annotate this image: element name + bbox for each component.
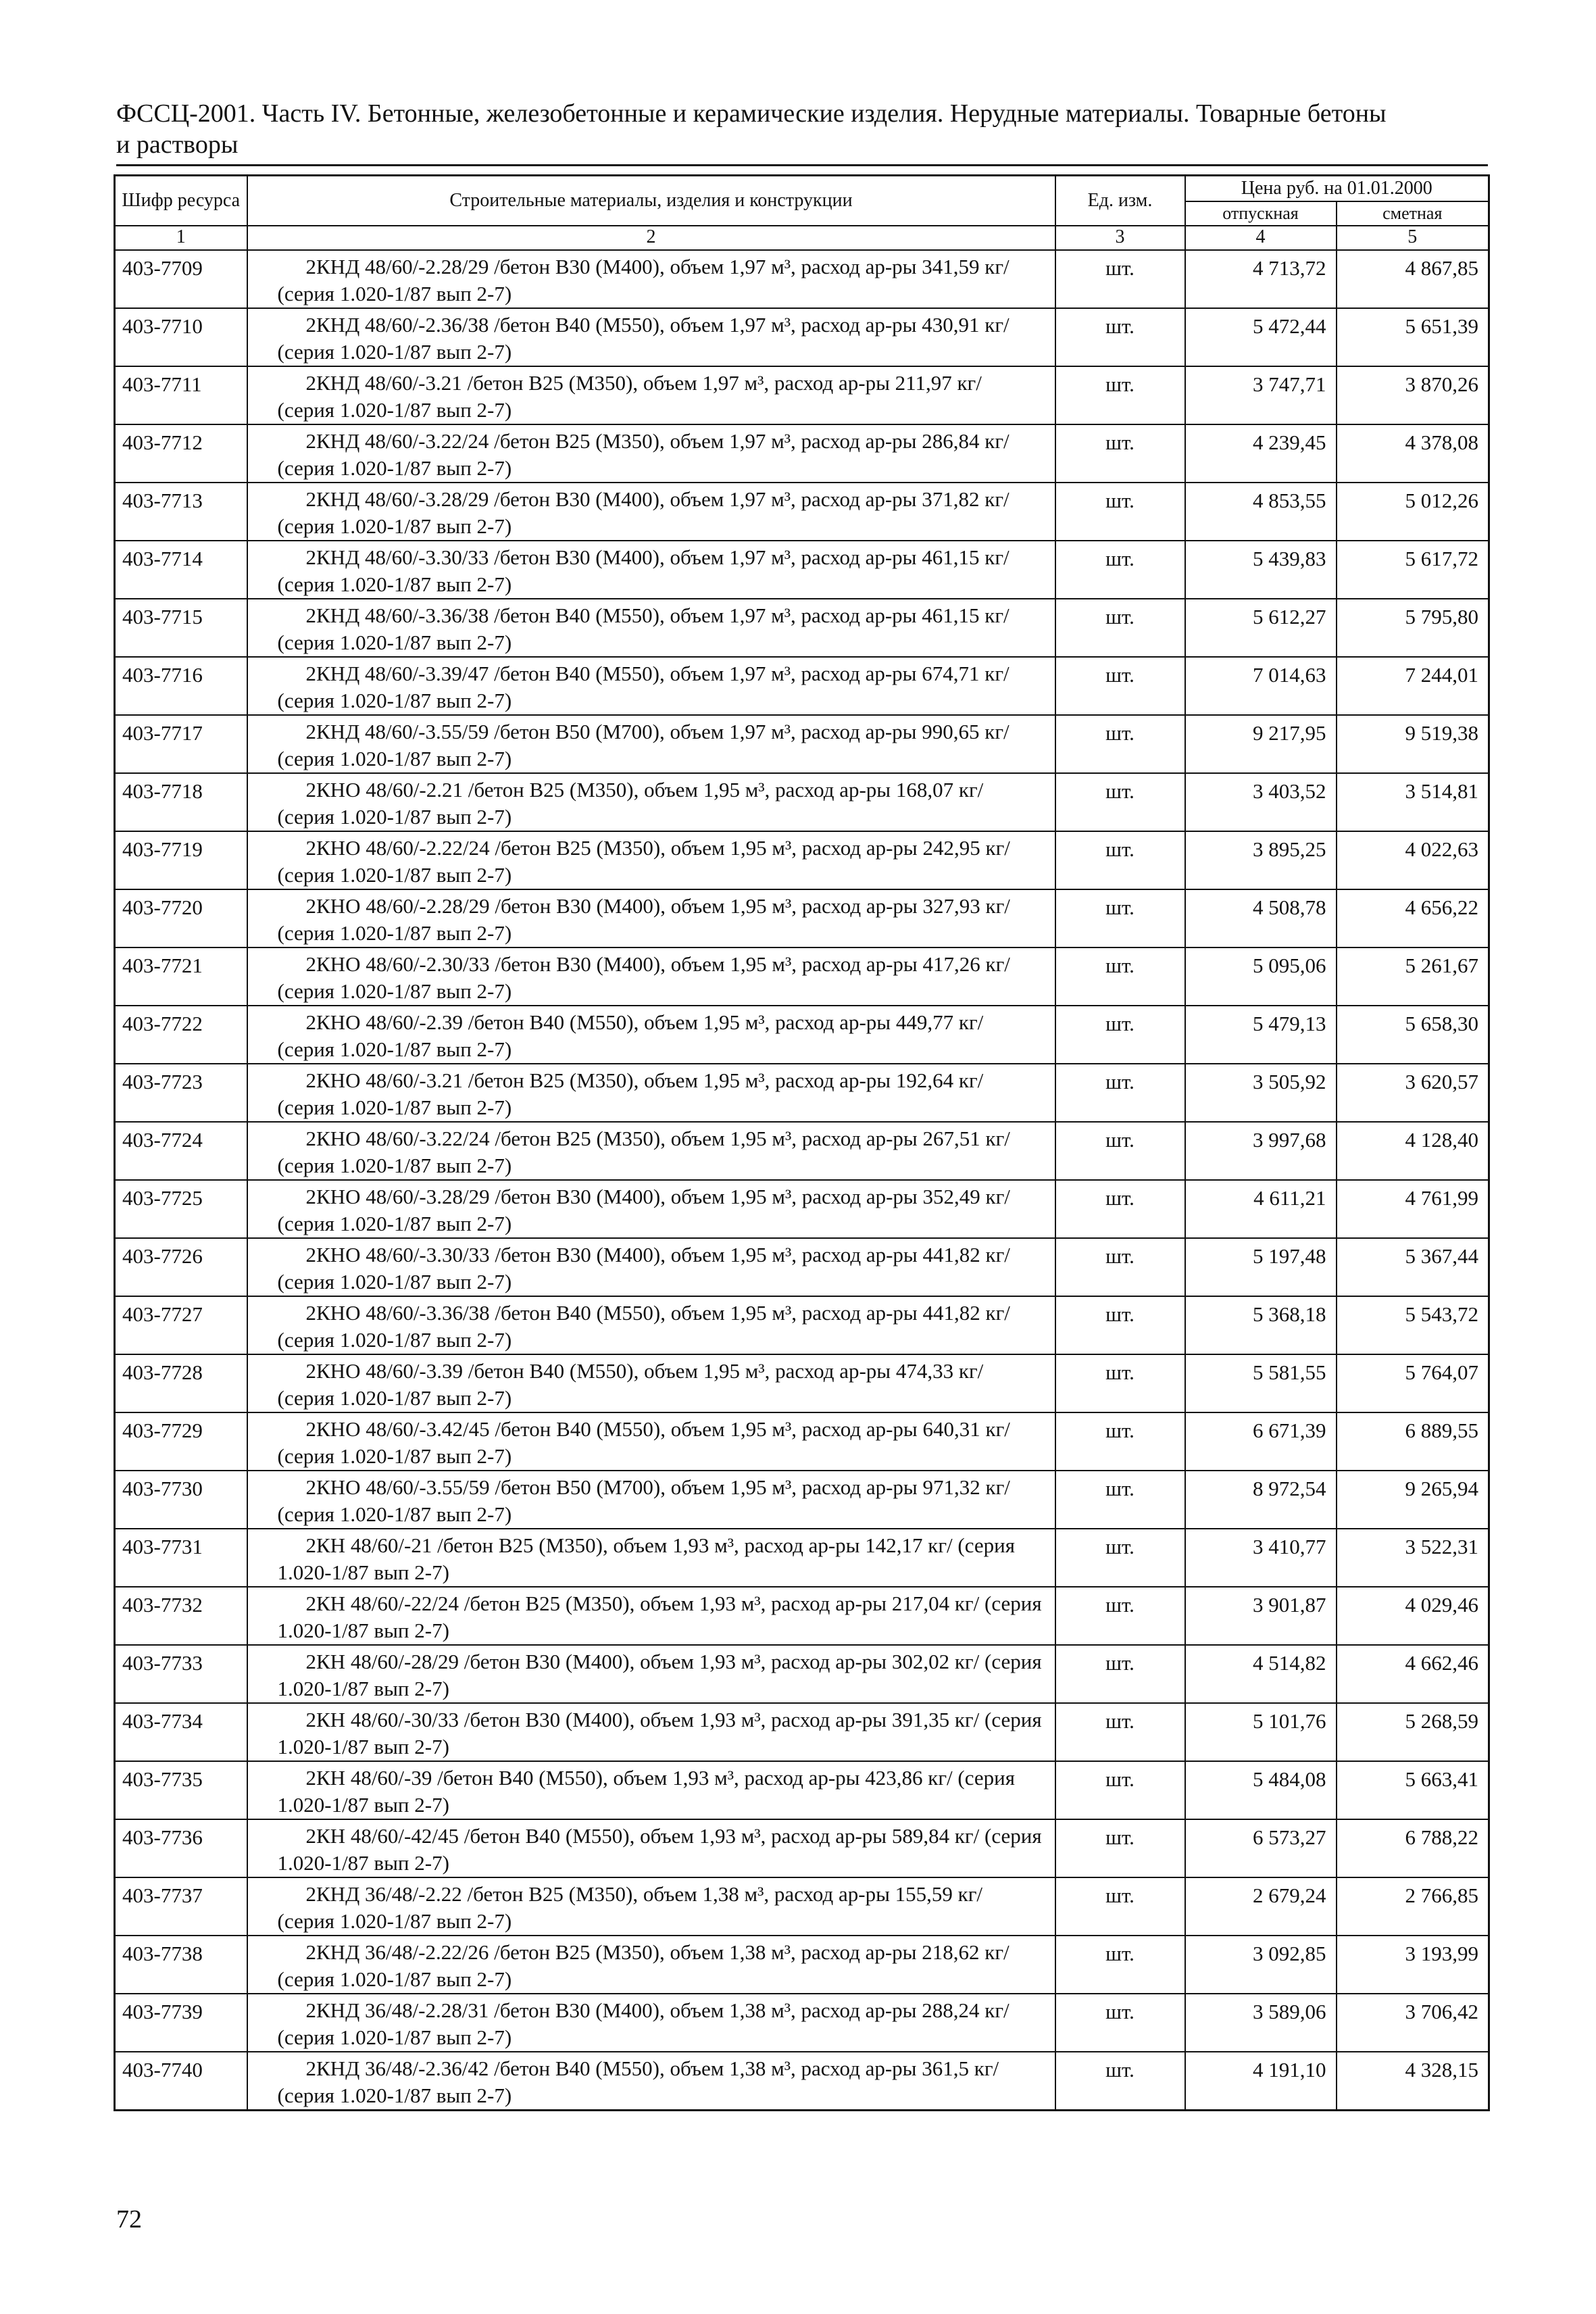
resource-code: 403-7740 bbox=[115, 2052, 247, 2111]
resource-code: 403-7724 bbox=[115, 1122, 247, 1180]
price-release-cell: 4 514,82 bbox=[1185, 1645, 1337, 1703]
resource-code: 403-7718 bbox=[115, 773, 247, 831]
unit-cell: шт. bbox=[1055, 1006, 1185, 1064]
resource-code: 403-7720 bbox=[115, 889, 247, 947]
price-release-cell: 7 014,63 bbox=[1185, 657, 1337, 715]
price-release-cell: 3 505,92 bbox=[1185, 1064, 1337, 1122]
price-estimate-cell: 4 867,85 bbox=[1337, 250, 1489, 308]
unit-cell: шт. bbox=[1055, 715, 1185, 773]
price-estimate-cell: 3 522,31 bbox=[1337, 1529, 1489, 1587]
price-release-cell: 9 217,95 bbox=[1185, 715, 1337, 773]
material-description: 2КНД 36/48/-2.22/26 /бетон В25 (М350), объем 1,38 м³, расход ар-ры 218,62 кг/ (серия 1.020-1/87 вып 2-7) bbox=[247, 1936, 1055, 1994]
unit-cell: шт. bbox=[1055, 599, 1185, 657]
material-description: 2КНД 48/60/-3.21 /бетон В25 (М350), объем 1,97 м³, расход ар-ры 211,97 кг/ (серия 1.020-1/87 вып 2-7) bbox=[247, 366, 1055, 424]
table-row bbox=[115, 1238, 1489, 1296]
material-description: 2КН 48/60/-22/24 /бетон В25 (М350), объем 1,93 м³, расход ар-ры 217,04 кг/ (серия 1.020-1/87 вып 2-7) bbox=[247, 1587, 1055, 1645]
price-release-cell: 4 508,78 bbox=[1185, 889, 1337, 947]
price-release-cell: 3 589,06 bbox=[1185, 1994, 1337, 2052]
material-description: 2КНО 48/60/-3.21 /бетон В25 (М350), объем 1,95 м³, расход ар-ры 192,64 кг/ (серия 1.020-1/87 вып 2-7) bbox=[247, 1064, 1055, 1122]
price-release-cell: 5 612,27 bbox=[1185, 599, 1337, 657]
material-description: 2КНО 48/60/-3.36/38 /бетон В40 (М550), объем 1,95 м³, расход ар-ры 441,82 кг/ (серия 1.020-1/87 вып 2-7) bbox=[247, 1296, 1055, 1354]
material-description: 2КНД 48/60/-3.39/47 /бетон В40 (М550), объем 1,97 м³, расход ар-ры 674,71 кг/ (серия 1.020-1/87 вып 2-7) bbox=[247, 657, 1055, 715]
header-price-group: Цена руб. на 01.01.2000 bbox=[1185, 176, 1489, 202]
price-release-cell: 5 101,76 bbox=[1185, 1703, 1337, 1761]
unit-cell: шт. bbox=[1055, 541, 1185, 599]
materials-table bbox=[114, 174, 1490, 2111]
resource-code: 403-7723 bbox=[115, 1064, 247, 1122]
price-estimate-cell: 4 128,40 bbox=[1337, 1122, 1489, 1180]
unit-cell: шт. bbox=[1055, 1412, 1185, 1471]
table-row bbox=[115, 308, 1489, 366]
material-description: 2КН 48/60/-39 /бетон В40 (М550), объем 1,93 м³, расход ар-ры 423,86 кг/ (серия 1.020-1/87 вып 2-7) bbox=[247, 1761, 1055, 1819]
price-release-cell: 4 239,45 bbox=[1185, 424, 1337, 483]
material-description: 2КНО 48/60/-3.30/33 /бетон В30 (М400), объем 1,95 м³, расход ар-ры 441,82 кг/ (серия 1.020-1/87 вып 2-7) bbox=[247, 1238, 1055, 1296]
table-row bbox=[115, 1529, 1489, 1587]
material-description: 2КНО 48/60/-3.39 /бетон В40 (М550), объем 1,95 м³, расход ар-ры 474,33 кг/ (серия 1.020-1/87 вып 2-7) bbox=[247, 1354, 1055, 1412]
column-number: 4 bbox=[1185, 226, 1337, 250]
price-estimate-cell: 5 658,30 bbox=[1337, 1006, 1489, 1064]
table-body bbox=[115, 250, 1489, 2111]
resource-code: 403-7732 bbox=[115, 1587, 247, 1645]
price-estimate-cell: 4 029,46 bbox=[1337, 1587, 1489, 1645]
material-description: 2КНО 48/60/-2.22/24 /бетон В25 (М350), объем 1,95 м³, расход ар-ры 242,95 кг/ (серия 1.020-1/87 вып 2-7) bbox=[247, 831, 1055, 889]
resource-code: 403-7727 bbox=[115, 1296, 247, 1354]
table-row bbox=[115, 250, 1489, 308]
table-row bbox=[115, 1819, 1489, 1877]
price-release-cell: 5 439,83 bbox=[1185, 541, 1337, 599]
price-release-cell: 3 747,71 bbox=[1185, 366, 1337, 424]
table-row bbox=[115, 1703, 1489, 1761]
header-unit: Ед. изм. bbox=[1055, 176, 1185, 226]
price-estimate-cell: 6 788,22 bbox=[1337, 1819, 1489, 1877]
resource-code: 403-7731 bbox=[115, 1529, 247, 1587]
price-estimate-cell: 5 764,07 bbox=[1337, 1354, 1489, 1412]
table-row bbox=[115, 1471, 1489, 1529]
table-row bbox=[115, 715, 1489, 773]
unit-cell: шт. bbox=[1055, 1180, 1185, 1238]
material-description: 2КНО 48/60/-2.28/29 /бетон В30 (М400), объем 1,95 м³, расход ар-ры 327,93 кг/ (серия 1.020-1/87 вып 2-7) bbox=[247, 889, 1055, 947]
table-row bbox=[115, 947, 1489, 1006]
table-row bbox=[115, 1122, 1489, 1180]
unit-cell: шт. bbox=[1055, 1703, 1185, 1761]
table-row bbox=[115, 1761, 1489, 1819]
price-estimate-cell: 3 870,26 bbox=[1337, 366, 1489, 424]
unit-cell: шт. bbox=[1055, 1529, 1185, 1587]
unit-cell: шт. bbox=[1055, 1296, 1185, 1354]
header-price-estimate: сметная bbox=[1337, 201, 1489, 226]
table-row bbox=[115, 1180, 1489, 1238]
material-description: 2КНД 48/60/-2.28/29 /бетон В30 (М400), объем 1,97 м³, расход ар-ры 341,59 кг/ (серия 1.020-1/87 вып 2-7) bbox=[247, 250, 1055, 308]
price-release-cell: 4 853,55 bbox=[1185, 483, 1337, 541]
column-numbers-row bbox=[115, 226, 1489, 250]
unit-cell: шт. bbox=[1055, 366, 1185, 424]
material-description: 2КНД 48/60/-3.28/29 /бетон В30 (М400), объем 1,97 м³, расход ар-ры 371,82 кг/ (серия 1.020-1/87 вып 2-7) bbox=[247, 483, 1055, 541]
resource-code: 403-7722 bbox=[115, 1006, 247, 1064]
header-title-line2: и растворы bbox=[116, 130, 239, 159]
resource-code: 403-7719 bbox=[115, 831, 247, 889]
table-row bbox=[115, 657, 1489, 715]
price-release-cell: 4 713,72 bbox=[1185, 250, 1337, 308]
price-release-cell: 3 901,87 bbox=[1185, 1587, 1337, 1645]
price-estimate-cell: 4 328,15 bbox=[1337, 2052, 1489, 2111]
resource-code: 403-7730 bbox=[115, 1471, 247, 1529]
price-estimate-cell: 9 265,94 bbox=[1337, 1471, 1489, 1529]
price-estimate-cell: 5 543,72 bbox=[1337, 1296, 1489, 1354]
unit-cell: шт. bbox=[1055, 889, 1185, 947]
resource-code: 403-7713 bbox=[115, 483, 247, 541]
table-row bbox=[115, 366, 1489, 424]
table-row bbox=[115, 773, 1489, 831]
unit-cell: шт. bbox=[1055, 1819, 1185, 1877]
unit-cell: шт. bbox=[1055, 1936, 1185, 1994]
resource-code: 403-7728 bbox=[115, 1354, 247, 1412]
price-estimate-cell: 3 514,81 bbox=[1337, 773, 1489, 831]
resource-code: 403-7715 bbox=[115, 599, 247, 657]
unit-cell: шт. bbox=[1055, 1122, 1185, 1180]
material-description: 2КНД 48/60/-3.55/59 /бетон В50 (М700), объем 1,97 м³, расход ар-ры 990,65 кг/ (серия 1.020-1/87 вып 2-7) bbox=[247, 715, 1055, 773]
table-row bbox=[115, 1296, 1489, 1354]
table-row bbox=[115, 1587, 1489, 1645]
price-release-cell: 4 611,21 bbox=[1185, 1180, 1337, 1238]
table-row bbox=[115, 1994, 1489, 2052]
table-row bbox=[115, 1412, 1489, 1471]
unit-cell: шт. bbox=[1055, 831, 1185, 889]
price-estimate-cell: 5 012,26 bbox=[1337, 483, 1489, 541]
unit-cell: шт. bbox=[1055, 308, 1185, 366]
price-estimate-cell: 4 022,63 bbox=[1337, 831, 1489, 889]
unit-cell: шт. bbox=[1055, 1064, 1185, 1122]
table-row bbox=[115, 1936, 1489, 1994]
price-release-cell: 5 479,13 bbox=[1185, 1006, 1337, 1064]
material-description: 2КНО 48/60/-2.21 /бетон В25 (М350), объем 1,95 м³, расход ар-ры 168,07 кг/ (серия 1.020-1/87 вып 2-7) bbox=[247, 773, 1055, 831]
price-estimate-cell: 5 795,80 bbox=[1337, 599, 1489, 657]
material-description: 2КНО 48/60/-3.42/45 /бетон В40 (М550), объем 1,95 м³, расход ар-ры 640,31 кг/ (серия 1.020-1/87 вып 2-7) bbox=[247, 1412, 1055, 1471]
resource-code: 403-7717 bbox=[115, 715, 247, 773]
price-estimate-cell: 4 662,46 bbox=[1337, 1645, 1489, 1703]
price-release-cell: 4 191,10 bbox=[1185, 2052, 1337, 2111]
unit-cell: шт. bbox=[1055, 1471, 1185, 1529]
resource-code: 403-7739 bbox=[115, 1994, 247, 2052]
material-description: 2КНД 48/60/-3.22/24 /бетон В25 (М350), объем 1,97 м³, расход ар-ры 286,84 кг/ (серия 1.020-1/87 вып 2-7) bbox=[247, 424, 1055, 483]
material-description: 2КНД 48/60/-3.30/33 /бетон В30 (М400), объем 1,97 м³, расход ар-ры 461,15 кг/ (серия 1.020-1/87 вып 2-7) bbox=[247, 541, 1055, 599]
material-description: 2КН 48/60/-28/29 /бетон В30 (М400), объем 1,93 м³, расход ар-ры 302,02 кг/ (серия 1.020-1/87 вып 2-7) bbox=[247, 1645, 1055, 1703]
price-estimate-cell: 4 656,22 bbox=[1337, 889, 1489, 947]
material-description: 2КНД 36/48/-2.22 /бетон В25 (М350), объем 1,38 м³, расход ар-ры 155,59 кг/ (серия 1.020-1/87 вып 2-7) bbox=[247, 1877, 1055, 1936]
material-description: 2КН 48/60/-30/33 /бетон В30 (М400), объем 1,93 м³, расход ар-ры 391,35 кг/ (серия 1.020-1/87 вып 2-7) bbox=[247, 1703, 1055, 1761]
resource-code: 403-7711 bbox=[115, 366, 247, 424]
header-rule bbox=[116, 164, 1488, 166]
table-row bbox=[115, 541, 1489, 599]
header-title-line1: ФССЦ-2001. Часть IV. Бетонные, железобетонные и керамические изделия. Нерудные материалы. Товарные бетоны bbox=[116, 99, 1387, 128]
table-row bbox=[115, 2052, 1489, 2111]
price-release-cell: 3 895,25 bbox=[1185, 831, 1337, 889]
unit-cell: шт. bbox=[1055, 1238, 1185, 1296]
price-release-cell: 5 581,55 bbox=[1185, 1354, 1337, 1412]
unit-cell: шт. bbox=[1055, 2052, 1185, 2111]
price-estimate-cell: 4 761,99 bbox=[1337, 1180, 1489, 1238]
unit-cell: шт. bbox=[1055, 947, 1185, 1006]
unit-cell: шт. bbox=[1055, 424, 1185, 483]
resource-code: 403-7714 bbox=[115, 541, 247, 599]
header-code: Шифр ресурса bbox=[115, 176, 247, 226]
price-estimate-cell: 3 193,99 bbox=[1337, 1936, 1489, 1994]
unit-cell: шт. bbox=[1055, 1994, 1185, 2052]
price-release-cell: 8 972,54 bbox=[1185, 1471, 1337, 1529]
resource-code: 403-7725 bbox=[115, 1180, 247, 1238]
table-row bbox=[115, 831, 1489, 889]
resource-code: 403-7733 bbox=[115, 1645, 247, 1703]
price-release-cell: 6 671,39 bbox=[1185, 1412, 1337, 1471]
resource-code: 403-7737 bbox=[115, 1877, 247, 1936]
table-row bbox=[115, 1006, 1489, 1064]
price-estimate-cell: 2 766,85 bbox=[1337, 1877, 1489, 1936]
resource-code: 403-7738 bbox=[115, 1936, 247, 1994]
resource-code: 403-7712 bbox=[115, 424, 247, 483]
unit-cell: шт. bbox=[1055, 773, 1185, 831]
unit-cell: шт. bbox=[1055, 1354, 1185, 1412]
price-estimate-cell: 9 519,38 bbox=[1337, 715, 1489, 773]
material-description: 2КНД 48/60/-3.36/38 /бетон В40 (М550), объем 1,97 м³, расход ар-ры 461,15 кг/ (серия 1.020-1/87 вып 2-7) bbox=[247, 599, 1055, 657]
resource-code: 403-7735 bbox=[115, 1761, 247, 1819]
resource-code: 403-7721 bbox=[115, 947, 247, 1006]
table-row bbox=[115, 889, 1489, 947]
page-header bbox=[116, 98, 1488, 160]
price-estimate-cell: 5 651,39 bbox=[1337, 308, 1489, 366]
price-estimate-cell: 5 617,72 bbox=[1337, 541, 1489, 599]
price-estimate-cell: 5 261,67 bbox=[1337, 947, 1489, 1006]
table-row bbox=[115, 1064, 1489, 1122]
unit-cell: шт. bbox=[1055, 250, 1185, 308]
price-estimate-cell: 6 889,55 bbox=[1337, 1412, 1489, 1471]
resource-code: 403-7734 bbox=[115, 1703, 247, 1761]
unit-cell: шт. bbox=[1055, 1761, 1185, 1819]
column-number: 1 bbox=[115, 226, 247, 250]
price-estimate-cell: 7 244,01 bbox=[1337, 657, 1489, 715]
price-release-cell: 5 472,44 bbox=[1185, 308, 1337, 366]
price-release-cell: 3 997,68 bbox=[1185, 1122, 1337, 1180]
price-estimate-cell: 5 367,44 bbox=[1337, 1238, 1489, 1296]
price-release-cell: 5 484,08 bbox=[1185, 1761, 1337, 1819]
table-row bbox=[115, 483, 1489, 541]
price-estimate-cell: 5 268,59 bbox=[1337, 1703, 1489, 1761]
material-description: 2КНО 48/60/-2.30/33 /бетон В30 (М400), объем 1,95 м³, расход ар-ры 417,26 кг/ (серия 1.020-1/87 вып 2-7) bbox=[247, 947, 1055, 1006]
price-estimate-cell: 3 620,57 bbox=[1337, 1064, 1489, 1122]
resource-code: 403-7716 bbox=[115, 657, 247, 715]
column-number: 3 bbox=[1055, 226, 1185, 250]
price-release-cell: 2 679,24 bbox=[1185, 1877, 1337, 1936]
resource-code: 403-7709 bbox=[115, 250, 247, 308]
material-description: 2КНД 48/60/-2.36/38 /бетон В40 (М550), объем 1,97 м³, расход ар-ры 430,91 кг/ (серия 1.020-1/87 вып 2-7) bbox=[247, 308, 1055, 366]
column-number: 5 bbox=[1337, 226, 1489, 250]
price-release-cell: 5 197,48 bbox=[1185, 1238, 1337, 1296]
header-description: Строительные материалы, изделия и конструкции bbox=[247, 176, 1055, 226]
resource-code: 403-7710 bbox=[115, 308, 247, 366]
price-release-cell: 5 095,06 bbox=[1185, 947, 1337, 1006]
table-row bbox=[115, 424, 1489, 483]
resource-code: 403-7736 bbox=[115, 1819, 247, 1877]
material-description: 2КНД 36/48/-2.36/42 /бетон В40 (М550), объем 1,38 м³, расход ар-ры 361,5 кг/ (серия 1.020-1/87 вып 2-7) bbox=[247, 2052, 1055, 2111]
price-estimate-cell: 3 706,42 bbox=[1337, 1994, 1489, 2052]
header-price-release: отпускная bbox=[1185, 201, 1337, 226]
unit-cell: шт. bbox=[1055, 483, 1185, 541]
table-row bbox=[115, 599, 1489, 657]
table-row bbox=[115, 1645, 1489, 1703]
price-release-cell: 6 573,27 bbox=[1185, 1819, 1337, 1877]
page-number: 72 bbox=[116, 2205, 142, 2234]
price-estimate-cell: 4 378,08 bbox=[1337, 424, 1489, 483]
material-description: 2КН 48/60/-21 /бетон В25 (М350), объем 1,93 м³, расход ар-ры 142,17 кг/ (серия 1.020-1/87 вып 2-7) bbox=[247, 1529, 1055, 1587]
material-description: 2КНД 36/48/-2.28/31 /бетон В30 (М400), объем 1,38 м³, расход ар-ры 288,24 кг/ (серия 1.020-1/87 вып 2-7) bbox=[247, 1994, 1055, 2052]
table-row bbox=[115, 1354, 1489, 1412]
unit-cell: шт. bbox=[1055, 1877, 1185, 1936]
material-description: 2КНО 48/60/-3.22/24 /бетон В25 (М350), объем 1,95 м³, расход ар-ры 267,51 кг/ (серия 1.020-1/87 вып 2-7) bbox=[247, 1122, 1055, 1180]
price-estimate-cell: 5 663,41 bbox=[1337, 1761, 1489, 1819]
resource-code: 403-7726 bbox=[115, 1238, 247, 1296]
material-description: 2КНО 48/60/-2.39 /бетон В40 (М550), объем 1,95 м³, расход ар-ры 449,77 кг/ (серия 1.020-1/87 вып 2-7) bbox=[247, 1006, 1055, 1064]
material-description: 2КНО 48/60/-3.28/29 /бетон В30 (М400), объем 1,95 м³, расход ар-ры 352,49 кг/ (серия 1.020-1/87 вып 2-7) bbox=[247, 1180, 1055, 1238]
unit-cell: шт. bbox=[1055, 657, 1185, 715]
unit-cell: шт. bbox=[1055, 1587, 1185, 1645]
price-release-cell: 5 368,18 bbox=[1185, 1296, 1337, 1354]
resource-code: 403-7729 bbox=[115, 1412, 247, 1471]
price-release-cell: 3 403,52 bbox=[1185, 773, 1337, 831]
material-description: 2КНО 48/60/-3.55/59 /бетон В50 (М700), объем 1,95 м³, расход ар-ры 971,32 кг/ (серия 1.020-1/87 вып 2-7) bbox=[247, 1471, 1055, 1529]
column-number: 2 bbox=[247, 226, 1055, 250]
price-release-cell: 3 092,85 bbox=[1185, 1936, 1337, 1994]
price-release-cell: 3 410,77 bbox=[1185, 1529, 1337, 1587]
material-description: 2КН 48/60/-42/45 /бетон В40 (М550), объем 1,93 м³, расход ар-ры 589,84 кг/ (серия 1.020-1/87 вып 2-7) bbox=[247, 1819, 1055, 1877]
unit-cell: шт. bbox=[1055, 1645, 1185, 1703]
table-row bbox=[115, 1877, 1489, 1936]
